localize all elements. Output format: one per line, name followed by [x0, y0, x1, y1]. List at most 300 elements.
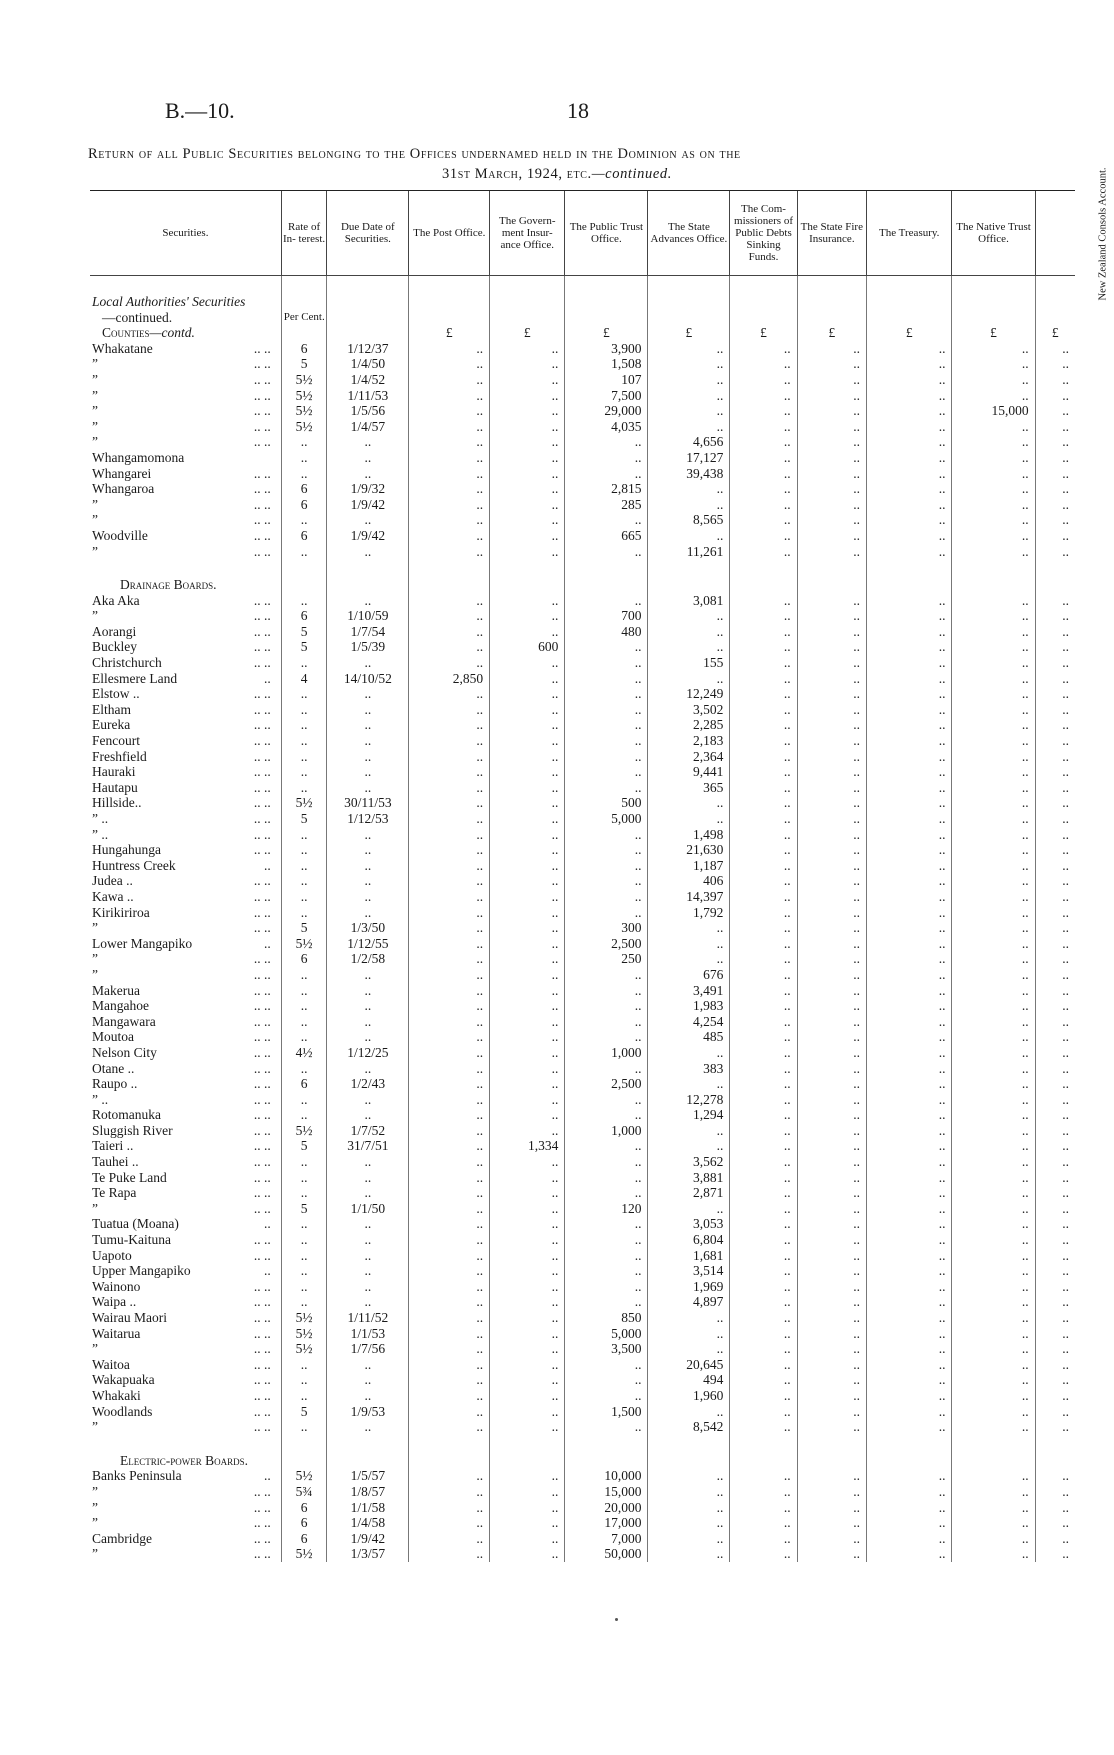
treasury-cell: .. [867, 1279, 952, 1295]
public-trust-cell: 4,035 [565, 419, 648, 435]
security-name: ” [92, 543, 98, 559]
rate-cell: .. [281, 780, 327, 796]
rate-cell: 6 [281, 1531, 327, 1547]
security-name: Sluggish River [92, 1122, 173, 1138]
leader-dots: .. .. [253, 826, 271, 842]
native-trust-cell: .. [952, 497, 1035, 513]
treasury-cell: .. [867, 1154, 952, 1170]
state-advances-cell: 1,960 [648, 1388, 730, 1404]
security-name: Hillside.. [92, 795, 142, 811]
public-trust-cell: 10,000 [565, 1468, 648, 1484]
security-name-cell [90, 1531, 281, 1547]
gov-insurance-cell: .. [490, 655, 565, 671]
consols-cell: .. [1035, 842, 1075, 858]
security-name-cell [90, 528, 281, 544]
state-fire-cell: .. [797, 512, 866, 528]
gov-insurance-cell: .. [490, 419, 565, 435]
native-trust-cell: .. [952, 702, 1035, 718]
state-fire-cell: .. [797, 1107, 866, 1123]
native-trust-cell: .. [952, 528, 1035, 544]
security-name-cell [90, 1014, 281, 1030]
sinking-funds-cell: .. [730, 983, 797, 999]
table-row [90, 1326, 1075, 1342]
due-date-cell: 1/1/53 [327, 1326, 409, 1342]
rate-cell: .. [281, 1388, 327, 1404]
gov-insurance-cell: .. [490, 481, 565, 497]
leader-dots: .. .. [253, 779, 271, 795]
table-row [90, 1279, 1075, 1295]
due-date-cell: 14/10/52 [327, 671, 409, 687]
treasury-cell: .. [867, 1216, 952, 1232]
public-trust-cell: .. [565, 873, 648, 889]
treasury-cell: .. [867, 1419, 952, 1435]
due-date-cell: .. [327, 686, 409, 702]
post-office-cell: .. [409, 749, 490, 765]
table-row [90, 1154, 1075, 1170]
state-fire-cell: .. [797, 608, 866, 624]
table-row [90, 889, 1075, 905]
security-name-cell [90, 873, 281, 889]
gov-insurance-cell: .. [490, 512, 565, 528]
native-trust-cell: .. [952, 1045, 1035, 1061]
consols-cell: .. [1035, 1216, 1075, 1232]
rate-cell: 5 [281, 1201, 327, 1217]
rate-cell: .. [281, 1154, 327, 1170]
native-trust-cell: .. [952, 1419, 1035, 1435]
state-advances-cell: 3,053 [648, 1216, 730, 1232]
consols-cell: .. [1035, 372, 1075, 388]
leader-dots: .. .. [253, 1091, 271, 1107]
security-name-cell [90, 639, 281, 655]
rate-cell: 5 [281, 1138, 327, 1154]
treasury-cell: .. [867, 702, 952, 718]
treasury-cell: .. [867, 811, 952, 827]
rate-cell: 6 [281, 1515, 327, 1531]
public-trust-cell: .. [565, 1170, 648, 1186]
stray-mark [615, 1618, 618, 1621]
rate-cell: 4½ [281, 1045, 327, 1061]
rate-cell: .. [281, 1263, 327, 1279]
consols-cell: .. [1035, 593, 1075, 609]
due-date-cell: .. [327, 998, 409, 1014]
public-trust-cell: 300 [565, 920, 648, 936]
public-trust-cell: .. [565, 1263, 648, 1279]
due-date-cell: 1/12/53 [327, 811, 409, 827]
due-date-cell: 1/9/42 [327, 528, 409, 544]
treasury-cell: .. [867, 686, 952, 702]
public-trust-cell: .. [565, 655, 648, 671]
sinking-funds-cell: .. [730, 842, 797, 858]
rate-cell: 6 [281, 497, 327, 513]
security-name: ” .. [92, 826, 109, 842]
sinking-funds-cell: .. [730, 1279, 797, 1295]
due-date-cell: .. [327, 1185, 409, 1201]
security-name: Whangarei [92, 465, 152, 481]
security-name: Mangawara [92, 1013, 156, 1029]
rate-cell: 5½ [281, 372, 327, 388]
state-advances-cell: 12,278 [648, 1092, 730, 1108]
post-office-cell: .. [409, 764, 490, 780]
state-advances-cell: 2,871 [648, 1185, 730, 1201]
due-date-cell: 1/5/56 [327, 403, 409, 419]
counties-heading: Counties—contd. [102, 325, 195, 341]
native-trust-cell: .. [952, 655, 1035, 671]
table-row [90, 811, 1075, 827]
security-name-cell [90, 1170, 281, 1186]
security-name: Huntress Creek [92, 857, 176, 873]
security-name-cell [90, 1263, 281, 1279]
consols-cell: .. [1035, 403, 1075, 419]
state-fire-cell: .. [797, 967, 866, 983]
post-office-cell: .. [409, 1170, 490, 1186]
state-fire-cell: .. [797, 1531, 866, 1547]
column-header-row [90, 191, 1075, 276]
state-fire-cell: .. [797, 1341, 866, 1357]
gov-insurance-cell: .. [490, 1515, 565, 1531]
table-row [90, 1107, 1075, 1123]
leader-dots: .. .. [253, 608, 271, 624]
security-name: ” [92, 1546, 98, 1562]
leader-dots: .. .. [253, 465, 271, 481]
post-office-cell: .. [409, 1076, 490, 1092]
table-row [90, 1372, 1075, 1388]
public-trust-cell: 7,000 [565, 1531, 648, 1547]
treasury-cell: .. [867, 717, 952, 733]
state-advances-cell: 1,187 [648, 858, 730, 874]
state-fire-cell: .. [797, 749, 866, 765]
state-advances-cell: .. [648, 1531, 730, 1547]
gov-insurance-cell: .. [490, 1154, 565, 1170]
section-continued: —continued. [102, 309, 173, 325]
gov-insurance-cell: .. [490, 749, 565, 765]
table-row [90, 639, 1075, 655]
post-office-cell: .. [409, 1357, 490, 1373]
treasury-cell: .. [867, 1310, 952, 1326]
native-trust-cell: .. [952, 827, 1035, 843]
due-date-cell: .. [327, 1419, 409, 1435]
post-office-cell: .. [409, 983, 490, 999]
rate-cell: .. [281, 858, 327, 874]
state-fire-cell: .. [797, 671, 866, 687]
state-advances-cell: 8,565 [648, 512, 730, 528]
due-date-cell: 1/4/50 [327, 356, 409, 372]
table-row [90, 419, 1075, 435]
rate-cell: 6 [281, 528, 327, 544]
consols-cell: .. [1035, 749, 1075, 765]
due-date-cell: 1/5/39 [327, 639, 409, 655]
security-name: Cambridge [92, 1530, 152, 1546]
post-office-cell: .. [409, 873, 490, 889]
state-advances-cell: 17,127 [648, 450, 730, 466]
native-trust-cell: .. [952, 1484, 1035, 1500]
consols-cell: .. [1035, 1468, 1075, 1484]
rate-cell: 5½ [281, 419, 327, 435]
rate-cell: .. [281, 655, 327, 671]
treasury-cell: .. [867, 1357, 952, 1373]
leader-dots: .. .. [253, 1419, 271, 1435]
leader-dots: .. .. [253, 748, 271, 764]
treasury-cell: .. [867, 983, 952, 999]
post-office-cell: .. [409, 481, 490, 497]
leader-dots: .. .. [253, 434, 271, 450]
table-row [90, 1388, 1075, 1404]
treasury-cell: .. [867, 998, 952, 1014]
security-name: Whangaroa [92, 481, 155, 497]
treasury-cell: .. [867, 1045, 952, 1061]
rate-cell: .. [281, 1092, 327, 1108]
sinking-funds-cell: .. [730, 608, 797, 624]
state-advances-cell: 1,498 [648, 827, 730, 843]
due-date-cell: 1/8/57 [327, 1484, 409, 1500]
gov-insurance-cell: .. [490, 544, 565, 560]
native-trust-cell: .. [952, 764, 1035, 780]
table-row [90, 1404, 1075, 1420]
state-advances-cell: .. [648, 951, 730, 967]
post-office-cell: .. [409, 733, 490, 749]
security-name: ” [92, 403, 98, 419]
native-trust-cell: .. [952, 466, 1035, 482]
due-date-cell: .. [327, 512, 409, 528]
due-date-cell: .. [327, 450, 409, 466]
sinking-funds-cell: .. [730, 1061, 797, 1077]
leader-dots: .. .. [253, 623, 271, 639]
consols-cell: .. [1035, 764, 1075, 780]
table-row [90, 481, 1075, 497]
treasury-cell: .. [867, 1404, 952, 1420]
rate-cell: .. [281, 434, 327, 450]
native-trust-cell: .. [952, 1500, 1035, 1516]
currency-symbol: £ [490, 325, 565, 341]
sinking-funds-cell: .. [730, 1123, 797, 1139]
treasury-cell: .. [867, 1185, 952, 1201]
treasury-cell: .. [867, 1388, 952, 1404]
treasury-cell: .. [867, 1546, 952, 1562]
sinking-funds-cell: .. [730, 593, 797, 609]
table-row [90, 1232, 1075, 1248]
state-fire-cell: .. [797, 1232, 866, 1248]
security-name: Judea .. [92, 873, 133, 889]
public-trust-cell: .. [565, 733, 648, 749]
security-name-cell [90, 1484, 281, 1500]
state-fire-cell: .. [797, 434, 866, 450]
sinking-funds-cell: .. [730, 1138, 797, 1154]
security-name: Tauhei .. [92, 1154, 139, 1170]
public-trust-cell: .. [565, 889, 648, 905]
rate-cell: 5½ [281, 388, 327, 404]
native-trust-cell: .. [952, 1092, 1035, 1108]
consols-cell: .. [1035, 1341, 1075, 1357]
leader-dots: .. .. [253, 543, 271, 559]
security-name: Hungahunga [92, 842, 161, 858]
state-fire-cell: .. [797, 1076, 866, 1092]
leader-dots: .. [264, 1216, 271, 1232]
leader-dots: .. .. [253, 1372, 271, 1388]
consols-cell: .. [1035, 1357, 1075, 1373]
treasury-cell: .. [867, 1515, 952, 1531]
post-office-cell: .. [409, 1154, 490, 1170]
consols-cell: .. [1035, 1107, 1075, 1123]
consols-cell: .. [1035, 1014, 1075, 1030]
security-name: ” [92, 1419, 98, 1435]
table-row [90, 780, 1075, 796]
due-date-cell: .. [327, 544, 409, 560]
public-trust-cell: 120 [565, 1201, 648, 1217]
leader-dots: .. .. [253, 982, 271, 998]
post-office-cell: .. [409, 920, 490, 936]
native-trust-cell: .. [952, 889, 1035, 905]
gov-insurance-cell: .. [490, 842, 565, 858]
post-office-cell: .. [409, 1531, 490, 1547]
gov-insurance-cell: .. [490, 1107, 565, 1123]
treasury-cell: .. [867, 905, 952, 921]
leader-dots: .. .. [253, 764, 271, 780]
treasury-cell: .. [867, 450, 952, 466]
treasury-cell: .. [867, 951, 952, 967]
due-date-cell: .. [327, 780, 409, 796]
treasury-cell: .. [867, 827, 952, 843]
sinking-funds-cell: .. [730, 1170, 797, 1186]
gov-insurance-cell: .. [490, 1061, 565, 1077]
security-name: Mangahoe [92, 998, 149, 1014]
native-trust-cell: .. [952, 1515, 1035, 1531]
state-fire-cell: .. [797, 702, 866, 718]
col-securities: Securities. [90, 191, 281, 276]
treasury-cell: .. [867, 434, 952, 450]
security-name: ” [92, 1200, 98, 1216]
security-name-cell [90, 702, 281, 718]
consols-cell: .. [1035, 1092, 1075, 1108]
gov-insurance-cell: .. [490, 1357, 565, 1373]
rate-cell: 5 [281, 624, 327, 640]
leader-dots: .. .. [253, 1546, 271, 1562]
security-name: Upper Mangapiko [92, 1263, 191, 1279]
rate-cell: .. [281, 593, 327, 609]
state-advances-cell: 12,249 [648, 686, 730, 702]
gov-insurance-cell: .. [490, 983, 565, 999]
sinking-funds-cell: .. [730, 889, 797, 905]
state-fire-cell: .. [797, 1294, 866, 1310]
native-trust-cell: .. [952, 671, 1035, 687]
leader-dots: .. .. [253, 701, 271, 717]
leader-dots: .. .. [253, 1044, 271, 1060]
public-trust-cell: 480 [565, 624, 648, 640]
leader-dots: .. .. [253, 920, 271, 936]
treasury-cell: .. [867, 842, 952, 858]
sinking-funds-cell: .. [730, 434, 797, 450]
security-name: Lower Mangapiko [92, 935, 193, 951]
state-fire-cell: .. [797, 1515, 866, 1531]
post-office-cell: .. [409, 403, 490, 419]
security-name-cell [90, 341, 281, 357]
security-name-cell [90, 655, 281, 671]
currency-symbol: £ [1035, 325, 1075, 341]
security-name-cell [90, 1185, 281, 1201]
public-trust-cell: .. [565, 1029, 648, 1045]
treasury-cell: .. [867, 889, 952, 905]
gov-insurance-cell: .. [490, 1500, 565, 1516]
state-advances-cell: 3,514 [648, 1263, 730, 1279]
security-name: Ellesmere Land [92, 670, 178, 686]
leader-dots: .. .. [253, 888, 271, 904]
currency-symbol: £ [797, 325, 866, 341]
consols-cell: .. [1035, 967, 1075, 983]
consols-cell: .. [1035, 686, 1075, 702]
rate-cell: .. [281, 450, 327, 466]
security-name: Tumu-Kaituna [92, 1232, 172, 1248]
security-name-cell [90, 905, 281, 921]
post-office-cell: .. [409, 341, 490, 357]
currency-symbol: £ [409, 325, 490, 341]
gov-insurance-cell: .. [490, 702, 565, 718]
leader-dots: .. .. [253, 527, 271, 543]
leader-dots: .. .. [253, 1247, 271, 1263]
state-fire-cell: .. [797, 593, 866, 609]
due-date-cell: 1/9/42 [327, 1531, 409, 1547]
native-trust-cell: .. [952, 873, 1035, 889]
consols-cell: .. [1035, 655, 1075, 671]
public-trust-cell: 7,500 [565, 388, 648, 404]
state-fire-cell: .. [797, 1154, 866, 1170]
treasury-cell: .. [867, 873, 952, 889]
post-office-cell: .. [409, 1014, 490, 1030]
sinking-funds-cell: .. [730, 1029, 797, 1045]
rate-cell: .. [281, 1294, 327, 1310]
state-advances-cell: 2,183 [648, 733, 730, 749]
due-date-cell: .. [327, 733, 409, 749]
rate-cell: 6 [281, 608, 327, 624]
due-date-cell: .. [327, 1216, 409, 1232]
sinking-funds-cell: .. [730, 764, 797, 780]
rate-cell: .. [281, 1185, 327, 1201]
public-trust-cell: .. [565, 686, 648, 702]
state-advances-cell: .. [648, 341, 730, 357]
state-fire-cell: .. [797, 1061, 866, 1077]
state-advances-cell: 406 [648, 873, 730, 889]
post-office-cell: .. [409, 419, 490, 435]
post-office-cell: .. [409, 1263, 490, 1279]
native-trust-cell: .. [952, 1014, 1035, 1030]
consols-cell: .. [1035, 780, 1075, 796]
security-name: ” [92, 608, 98, 624]
state-advances-cell: .. [648, 671, 730, 687]
rate-cell: .. [281, 702, 327, 718]
state-fire-cell: .. [797, 624, 866, 640]
state-advances-cell: 4,254 [648, 1014, 730, 1030]
treasury-cell: .. [867, 936, 952, 952]
gov-insurance-cell: .. [490, 1531, 565, 1547]
sinking-funds-cell: .. [730, 1326, 797, 1342]
state-fire-cell: .. [797, 1029, 866, 1045]
post-office-cell: .. [409, 1029, 490, 1045]
rate-cell: .. [281, 1357, 327, 1373]
post-office-cell: .. [409, 528, 490, 544]
native-trust-cell: .. [952, 936, 1035, 952]
table-row [90, 1468, 1075, 1484]
security-name-cell [90, 1294, 281, 1310]
due-date-cell: .. [327, 1029, 409, 1045]
post-office-cell: .. [409, 1468, 490, 1484]
state-advances-cell: 676 [648, 967, 730, 983]
due-date-cell: .. [327, 655, 409, 671]
state-advances-cell: .. [648, 1404, 730, 1420]
due-date-cell: 1/3/50 [327, 920, 409, 936]
public-trust-cell: .. [565, 1388, 648, 1404]
sinking-funds-cell: .. [730, 780, 797, 796]
post-office-cell: .. [409, 356, 490, 372]
currency-symbol: £ [730, 325, 797, 341]
leader-dots: .. .. [253, 1154, 271, 1170]
sinking-funds-cell: .. [730, 388, 797, 404]
